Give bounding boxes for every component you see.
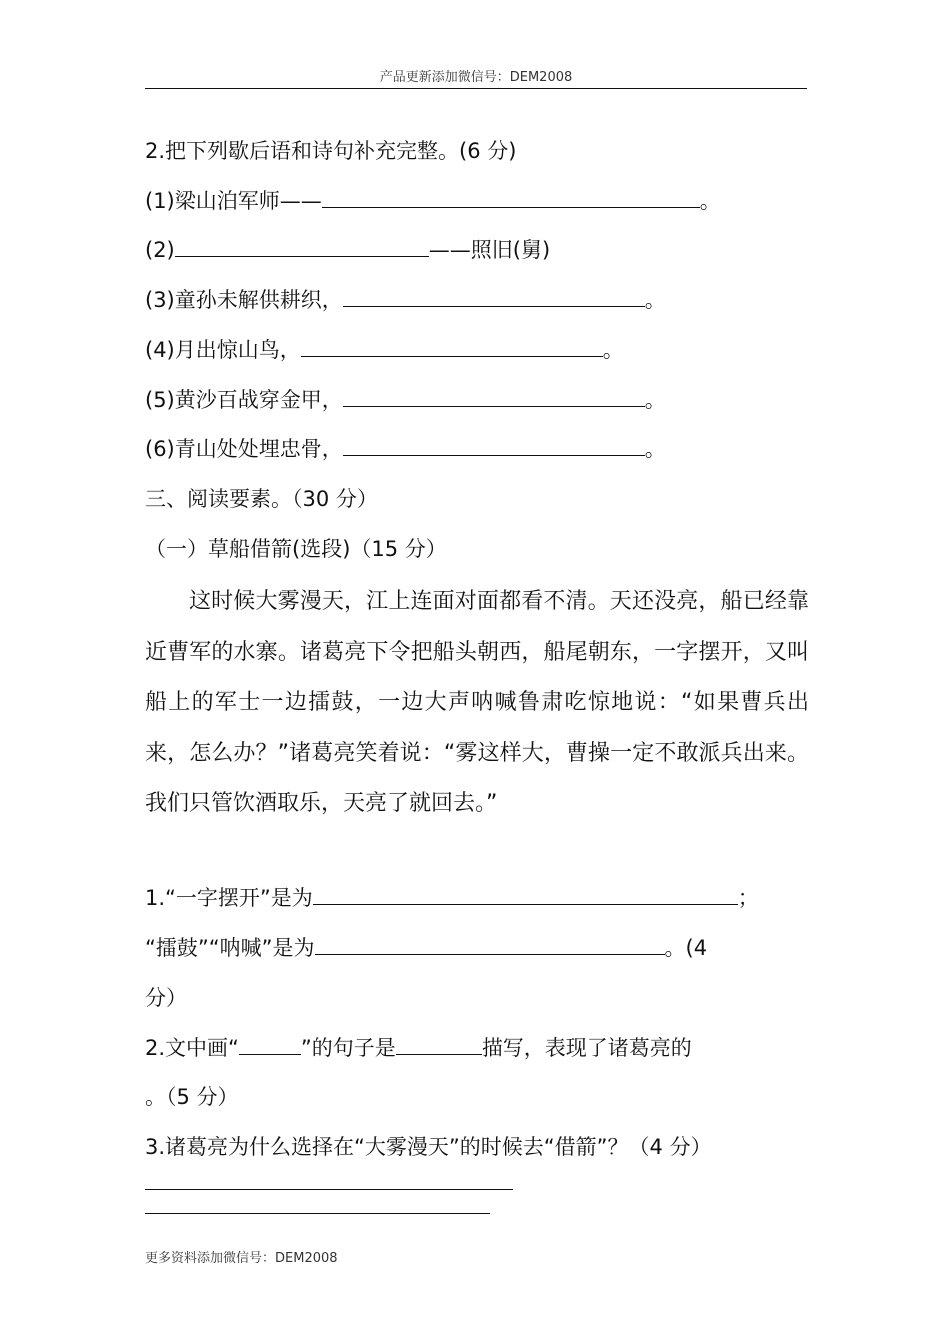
fill-blank-4[interactable] — [301, 336, 603, 357]
fill-item-4-suffix: 。 — [602, 338, 624, 362]
question-1-line2-prefix: “擂鼓”“呐喊”是为 — [145, 936, 315, 960]
question-1-line3: 分） — [145, 986, 187, 1010]
passage-title: （一）草船借箭(选段)（15 分） — [145, 537, 447, 561]
fill-item-4 — [145, 336, 624, 364]
fill-item-6-suffix: 。 — [644, 437, 666, 461]
fill-item-3-prefix: (3)童孙未解供耕织， — [145, 288, 343, 312]
question-3: 3.诸葛亮为什么选择在“大雾漫天”的时候去“借箭”？（4 分） — [145, 1135, 712, 1159]
answer-line-2[interactable] — [145, 1213, 490, 1214]
question-2-underline-mark — [239, 1034, 301, 1055]
question-1-prefix: 1.“一字摆开”是为 — [145, 886, 313, 910]
page-header: 产品更新添加微信号：DEM2008 — [379, 70, 573, 85]
page-footer: 更多资料添加微信号：DEM2008 — [145, 1251, 338, 1266]
question-1-blank-b[interactable] — [315, 934, 665, 955]
fill-item-1-prefix: (1)梁山泊军师—— — [145, 189, 322, 213]
fill-item-2-suffix: ——照旧(舅) — [428, 238, 551, 262]
question-2-line2: 。（5 分） — [145, 1085, 239, 1109]
fill-blank-5[interactable] — [343, 386, 645, 407]
question-2 — [145, 1034, 692, 1062]
question-1-blank-a[interactable] — [313, 884, 738, 905]
fill-item-1-suffix: 。 — [699, 189, 721, 213]
fill-item-2-prefix: (2) — [145, 238, 175, 262]
fill-item-3-suffix: 。 — [644, 288, 666, 312]
fill-blank-6[interactable] — [343, 435, 645, 456]
question-2-suffix: 描写，表现了诸葛亮的 — [481, 1036, 692, 1060]
fill-item-5-suffix: 。 — [644, 388, 666, 412]
question-1-line2-suffix: 。(4 — [664, 936, 708, 960]
section3-title: 三、阅读要素。（30 分） — [145, 487, 378, 511]
answer-line-1[interactable] — [145, 1189, 513, 1190]
question-2-blank[interactable] — [396, 1034, 482, 1055]
fill-item-4-prefix: (4)月出惊山鸟， — [145, 338, 301, 362]
fill-item-6 — [145, 435, 666, 463]
header-divider — [145, 88, 807, 89]
question-1-line2 — [145, 934, 707, 962]
fill-item-5-prefix: (5)黄沙百战穿金甲， — [145, 388, 343, 412]
question-2-mid: ”的句子是 — [300, 1036, 396, 1060]
fill-item-6-prefix: (6)青山处处埋忠骨， — [145, 437, 343, 461]
fill-blank-1[interactable] — [322, 187, 700, 208]
reading-passage: 这时候大雾漫天，江上连面对面都看不清。天还没亮，船已经靠近曹军的水寨。诸葛亮下令把船头朝西，船尾朝东，一字摆开，又叫船上的军士一边擂鼓，一边大声呐喊鲁肃吃惊地说：“如果曹兵出来，怎么办？”诸葛亮笑着说：“雾这样大，曹操一定不敢派兵出来。我们只管饮酒取乐，天亮了就回去。” — [145, 589, 809, 816]
question-1-suffix: ； — [737, 886, 759, 910]
fill-item-1 — [145, 187, 721, 215]
fill-blank-2[interactable] — [175, 236, 429, 257]
fill-item-3 — [145, 286, 666, 314]
fill-item-5 — [145, 386, 666, 414]
section2-title: 2.把下列歇后语和诗句补充完整。(6 分) — [145, 139, 517, 163]
question-2-prefix: 2.文中画“ — [145, 1036, 239, 1060]
question-1 — [145, 884, 759, 912]
fill-blank-3[interactable] — [343, 286, 645, 307]
fill-item-2 — [145, 236, 550, 264]
